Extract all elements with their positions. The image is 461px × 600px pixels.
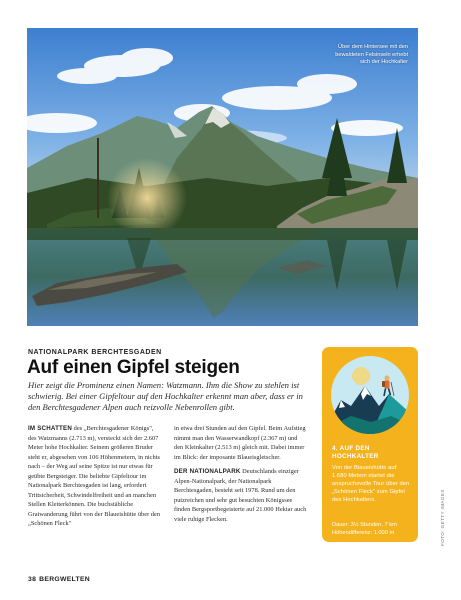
info-box-duration: Dauer: 3½ Stunden, 7 km — [332, 522, 397, 528]
article-kicker: NATIONALPARK BERCHTESGADEN — [28, 349, 162, 356]
lead-in-nationalpark: DER NATIONALPARK — [174, 468, 241, 476]
info-box — [322, 347, 418, 542]
info-box-title-line2: HOCHKALTER — [332, 453, 379, 460]
hero-photo — [27, 28, 418, 326]
paragraph-left-text: des „Berchtesgadener Königs", des Watzmanns (2.713 m), versteckt sich der 2.607 Meter hohe Hochkalter. Seinem größeren Bruder steht er, abgesehen von 106 Höhenmetern, in nichts nach – der Weg auf seine Spitze ist nur etwas für geübte Bergsteiger. Die beliebte Gipfeltour im Nationalpark Berchtesgaden ist lang, erfordert Trittsicherheit, Schwindelfreiheit und an manchen Stellen Kletterkönnen. Die buchstäbliche Gratwanderung führt von der Blaueishütte über den „Schönen Fleck" — [28, 425, 161, 528]
body-column-right — [174, 424, 308, 529]
paragraph-right-2-text: Deutschlands einziger Alpen-Nationalpark, der Nationalpark Berchtesgaden, besteht seit 1978. Rund um den putzreichen und sehr gut besuchten Königssee finden Bergsportbegeisterte auf 21.000 Hektar auch viele ruhige Flecken. — [174, 468, 307, 523]
paragraph-left — [28, 424, 162, 529]
info-box-title-line1: 4. AUF DEN — [332, 445, 370, 452]
photo-caption: Über dem Hintersee mit den bewaldeten Felsinseln erhebt sich der Hochkalter — [335, 44, 408, 66]
page-number: 38 — [28, 576, 37, 583]
mountain-hiker-illustration — [331, 356, 409, 434]
body-column-left — [28, 424, 162, 534]
info-box-text: Von der Blaueishütte auf 1.680 Metern startet die anspruchsvolle Tour über den „Schönen Fleck" zum Gipfel des Hochkalters. — [332, 465, 410, 503]
lead-in-shadow: IM SCHATTEN — [28, 425, 73, 432]
magazine-name: BERGWELTEN — [39, 576, 90, 583]
info-box-meta — [332, 521, 412, 537]
paragraph-right-2 — [174, 467, 308, 524]
article-lead: Hier zeigt die Prominenz einen Namen: Watzmann. Ihm die Show zu stehlen ist schwierig. Bei einer Gipfeltour auf den Hochkalter erkennt man aber, dass er in den Berchtesgadener Alpen auch reizvolle Nebenrollen gibt. — [28, 380, 303, 412]
photo-credit: FOTO: GETTY IMAGES — [440, 489, 445, 546]
paragraph-right-1: in etwa drei Stunden auf den Gipfel. Beim Aufstieg nimmt man den Wasserwandkopf (2.367 m) und den Kleinkalter (2.513 m) gleich mit. Dabei immer im Blick: der imposante Blaueisgletscher. — [174, 425, 306, 461]
info-box-elevation: Höhendifferenz: 1.000 m — [332, 530, 395, 536]
lake-mountain-image — [27, 28, 418, 326]
info-box-title — [332, 445, 410, 461]
article-title: Auf einen Gipfel steigen — [27, 357, 240, 378]
page-footer — [28, 576, 90, 583]
